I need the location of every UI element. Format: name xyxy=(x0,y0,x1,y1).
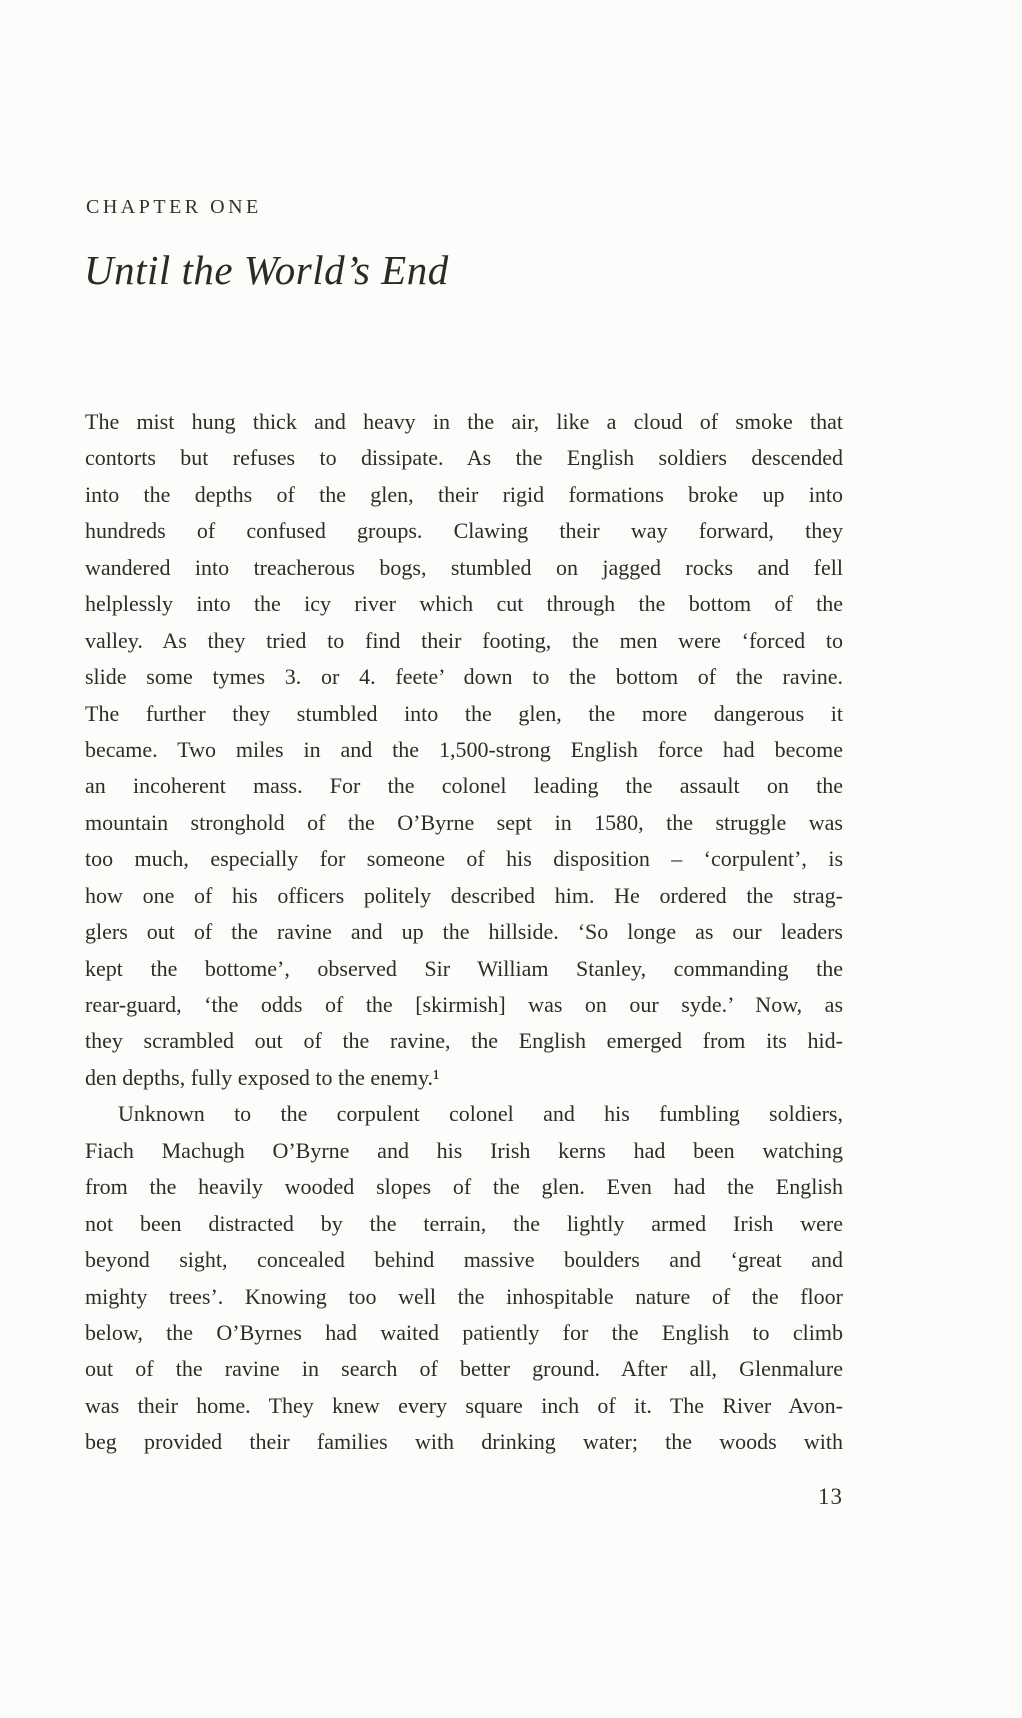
text-line: from the heavily wooded slopes of the glen. Even had the English xyxy=(85,1174,843,1200)
text-line: mountain stronghold of the O’Byrne sept in 1580, the struggle was xyxy=(85,809,843,835)
text-line: glers out of the ravine and up the hillside. ‘So longe as our leaders xyxy=(85,919,843,945)
paragraph-1 xyxy=(85,404,843,1096)
text-line: below, the O’Byrnes had waited patiently for the English to climb xyxy=(85,1319,843,1345)
text-line: The mist hung thick and heavy in the air, like a cloud of smoke that xyxy=(85,409,843,434)
text-line: out of the ravine in search of better ground. After all, Glenmalure xyxy=(85,1356,843,1382)
body-text xyxy=(85,404,843,1461)
text-line: Fiach Machugh O’Byrne and his Irish kerns had been watching xyxy=(85,1137,843,1163)
text-line: into the depths of the glen, their rigid formations broke up into xyxy=(85,481,843,507)
text-line: how one of his officers politely described him. He ordered the strag- xyxy=(85,882,843,908)
text-line: too much, especially for someone of his disposition – ‘corpulent’, is xyxy=(85,846,843,872)
text-line: valley. As they tried to find their footing, the men were ‘forced to xyxy=(85,627,843,653)
text-line: an incoherent mass. For the colonel leading the assault on the xyxy=(85,773,843,799)
text-line: slide some tymes 3. or 4. feete’ down to the bottom of the ravine. xyxy=(85,664,843,690)
text-line: was their home. They knew every square inch of it. The River Avon- xyxy=(85,1392,843,1418)
text-line: helplessly into the icy river which cut through the bottom of the xyxy=(85,591,843,617)
text-line: den depths, fully exposed to the enemy.¹ xyxy=(85,1064,440,1090)
text-line: contorts but refuses to dissipate. As the English soldiers descended xyxy=(85,445,843,471)
text-line: beg provided their families with drinking water; the woods with xyxy=(85,1429,843,1455)
text-line: not been distracted by the terrain, the lightly armed Irish were xyxy=(85,1210,843,1236)
text-line: hundreds of confused groups. Clawing their way forward, they xyxy=(85,518,843,544)
text-line: The further they stumbled into the glen, the more dangerous it xyxy=(85,700,843,726)
text-line: rear-guard, ‘the odds of the [skirmish] was on our syde.’ Now, as xyxy=(85,992,843,1017)
chapter-title: Until the World’s End xyxy=(84,247,449,293)
text-line: mighty trees’. Knowing too well the inhospitable nature of the floor xyxy=(85,1283,843,1309)
text-line: wandered into treacherous bogs, stumbled on jagged rocks and fell xyxy=(85,554,843,580)
text-line: became. Two miles in and the 1,500-strong English force had become xyxy=(85,736,843,762)
chapter-label: CHAPTER ONE xyxy=(86,196,262,218)
text-line: kept the bottome’, observed Sir William Stanley, commanding the xyxy=(85,955,843,981)
text-line: Unknown to the corpulent colonel and his fumbling soldiers, xyxy=(118,1101,843,1127)
text-line: they scrambled out of the ravine, the English emerged from its hid- xyxy=(85,1028,843,1054)
text-line: beyond sight, concealed behind massive boulders and ‘great and xyxy=(85,1247,843,1273)
page-number: 13 xyxy=(818,1484,843,1509)
paragraph-2 xyxy=(85,1096,843,1460)
